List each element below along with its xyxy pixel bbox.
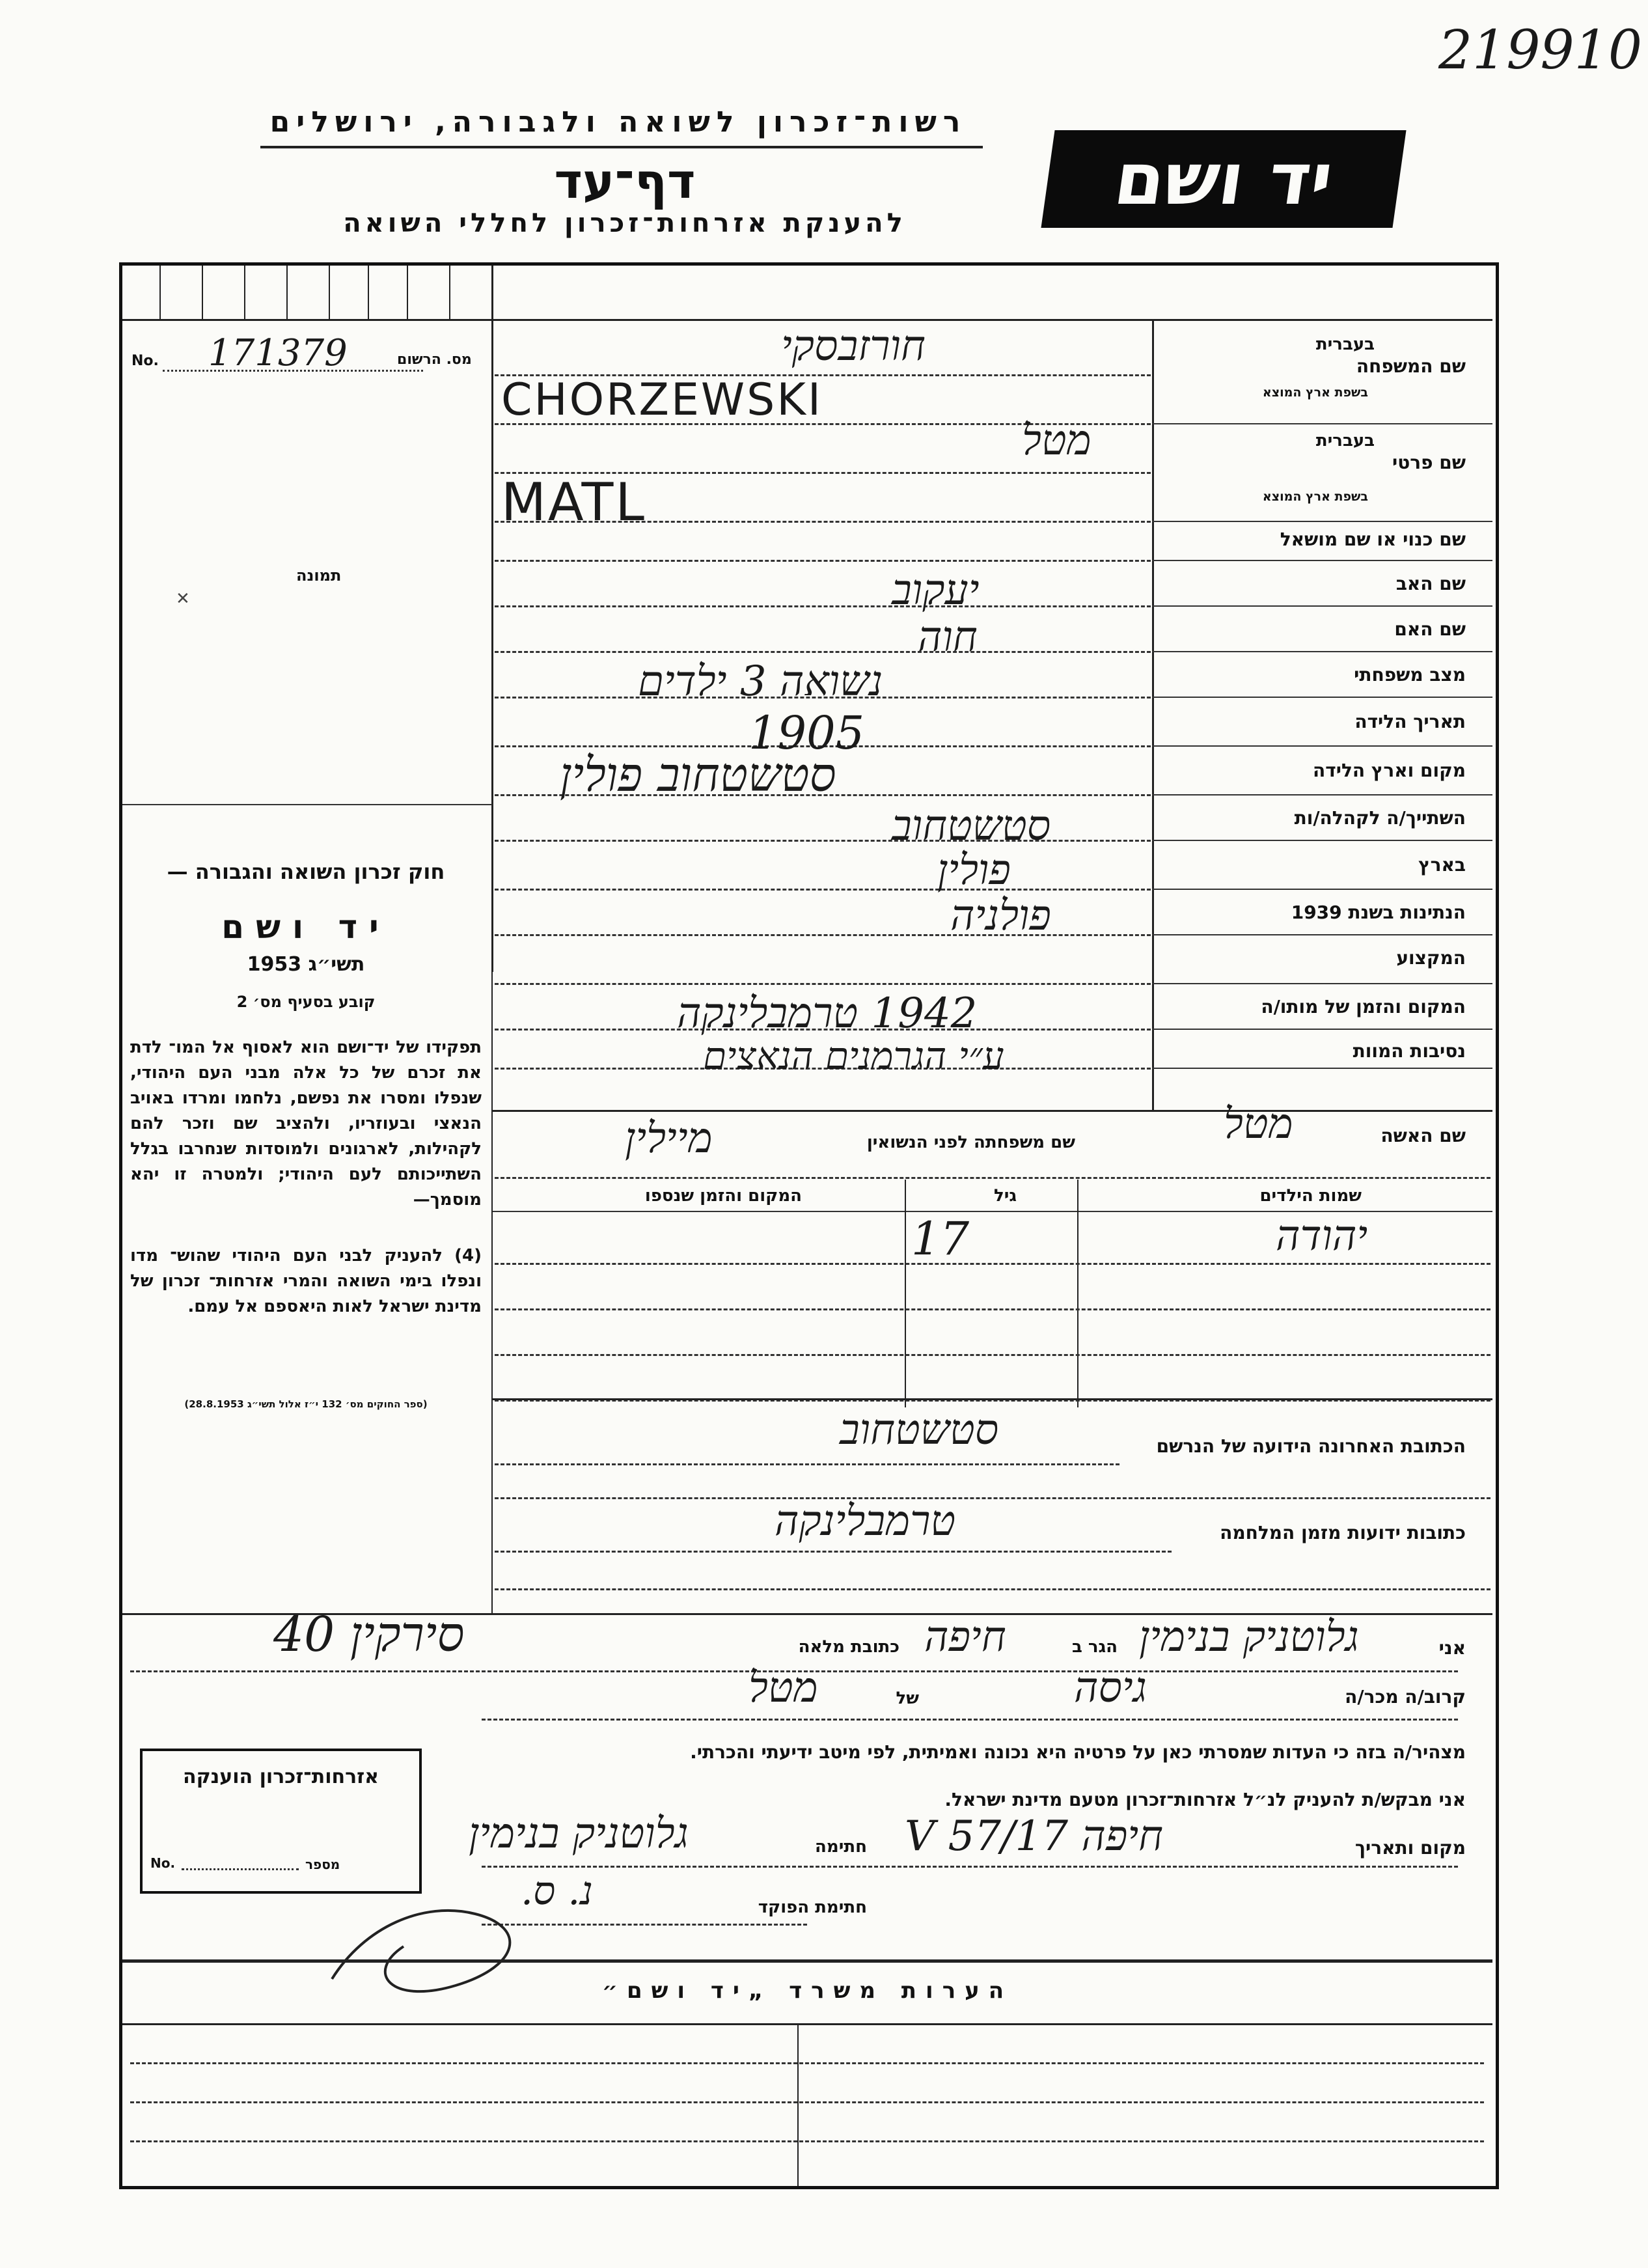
surname-hebrew-sub: בעברית: [1315, 335, 1375, 354]
birth-date-value: 1905: [748, 706, 865, 760]
birth-place-value: סטשטחוב פולין: [560, 747, 836, 802]
last-address-value: סטשטחוב: [840, 1406, 999, 1454]
declaration-line-1: מצהיר/ה בזה כי העדות שמסרתי כאן על פרטיה היא נכונה ואמיתית, לפי מיטב ידיעתי והכרתי.: [690, 1741, 1466, 1763]
signature-value: גלוטניק בנימין: [469, 1810, 689, 1858]
profession-label: המקצוע: [1396, 947, 1466, 969]
law-text-2: (4) להעניק לבני העם היהודי שהוש־ מדו ונפלו בימי השואה והמרי אזרחות־ זכרון של מדינת ישראל לאות היאספם אל עמם.: [130, 1246, 482, 1316]
citizenship-number-label: מספר: [305, 1857, 340, 1872]
declarant-resides-label: הגר ב: [1071, 1637, 1118, 1657]
institution-name: רשות־זכרון לשואה ולגבורה, ירושלים: [269, 105, 967, 139]
death-circumstances-label: נסיבות המוות: [1353, 1040, 1466, 1062]
children-age-header: גיל: [993, 1186, 1017, 1206]
place-date-label: מקום ותאריך: [1354, 1837, 1466, 1859]
maiden-name-value: מיילין: [625, 1114, 713, 1163]
place-date-value: חיפה 17/V 57: [905, 1812, 1164, 1860]
declarant-city: חיפה: [924, 1613, 1006, 1661]
archive-number: 219910: [1438, 20, 1643, 81]
full-address-label: כתובת מלאה: [798, 1637, 900, 1657]
mother-name-value: חוה: [918, 613, 978, 661]
surname-label: שם המשפחה: [1356, 355, 1466, 377]
declaration-line-2: אני מבקש/ת להעניק לנ״ל אזרחות־זכרון מטעם מדינת ישראל.: [944, 1789, 1466, 1810]
registration-no-label: No.: [131, 353, 159, 369]
registration-label: מס. הרשום: [397, 352, 472, 368]
yad-vashem-logo: יד ושם: [1041, 130, 1406, 228]
first-name-origin-value: MATL: [501, 472, 646, 532]
war-addresses-label: כתובות ידועות מזמן המלחמה: [1220, 1522, 1466, 1543]
first-name-origin-sub: בשפת ארץ המוצא: [1262, 490, 1368, 504]
death-place-time-label: המקום והזמן של מותו/ה: [1261, 996, 1466, 1017]
birth-date-label: תאריך הלידה: [1354, 711, 1466, 732]
children-names-header: שמות הילדים: [1259, 1186, 1362, 1206]
maiden-name-label: שם משפחתה לפני הנשואין: [866, 1133, 1075, 1152]
law-name: יד ושם: [221, 908, 391, 946]
marital-status-label: מצב משפחתי: [1354, 664, 1466, 685]
relation-value: גיסה: [1074, 1664, 1147, 1712]
surname-origin-value: CHORZEWSKI: [501, 374, 823, 426]
death-place-time-value: 1942 טרמבלינקה: [677, 989, 978, 1038]
mother-name-label: שם האם: [1394, 618, 1466, 640]
father-name-label: שם האב: [1395, 573, 1466, 594]
law-year: תשי״ג 1953: [247, 953, 365, 976]
alias-label: שם כנוי או שם מושאל: [1280, 529, 1466, 550]
nationality-label: הנתינות בשנת 1939: [1291, 902, 1466, 923]
wife-name-value: מטל: [1224, 1100, 1293, 1148]
citizenship-no-label: No.: [150, 1855, 176, 1871]
child-1-age: 17: [911, 1212, 970, 1265]
nationality-value: פולניה: [950, 892, 1051, 940]
last-address-label: הכתובת האחרונה הידועה של הנרשם: [1156, 1435, 1466, 1457]
form-title: דף־עד: [554, 154, 696, 210]
signature-label: חתימה: [815, 1837, 867, 1857]
law-text-1: תפקידו של יד־ושם הוא לאסוף אל המו־ לדת את זכרם של כל אלה מבני העם היהודי, שנפלו ומסרו את נפשם, נלחמו ומרדו באויב הנאצי ובעוזריו, ולהציב שם וזכר להם לקהילות, לארגונים ולמוסדות שנחרבו בגלל השתייכותם לעם היהודי; ולמטרה זו יהא מוסמך—: [130, 1038, 482, 1210]
declarant-i-label: אני: [1438, 1637, 1466, 1659]
declarant-name: גלוטניק בנימין: [1139, 1613, 1359, 1661]
first-name-label: שם פרטי: [1392, 452, 1466, 473]
citizenship-box: [140, 1749, 422, 1894]
war-addresses-value: טרמבלינקה: [775, 1497, 956, 1545]
law-clause: קובע בסעיף מס׳ 2: [236, 993, 376, 1011]
photo-label: תמונה: [296, 566, 342, 585]
children-place-header: המקום והזמן שנספו: [644, 1186, 802, 1206]
form-subtitle: להענקת אזרחות־זכרון לחללי השואה: [343, 208, 907, 238]
office-notes-title: הערות משרד „יד ושם״: [601, 1978, 1013, 2004]
citizenship-box-title: אזרחות־זכרון הוענקה: [182, 1765, 379, 1788]
officer-signature-label: חתימת הפוקד: [758, 1898, 867, 1917]
child-1-name: יהודה: [1276, 1212, 1368, 1260]
wife-name-label: שם האשה: [1380, 1125, 1466, 1146]
registration-number: 171379: [208, 332, 348, 374]
surname-origin-sub: בשפת ארץ המוצא: [1262, 385, 1368, 400]
community-label: השתייך/ה לקהלה/ות: [1294, 807, 1466, 829]
country-value: פולין: [937, 846, 1011, 894]
first-name-hebrew-value: מטל: [1022, 417, 1092, 465]
relative-of-value: מטל: [748, 1664, 818, 1712]
law-title: חוק זכרון השואה והגבורה —: [167, 859, 445, 884]
community-value: סטשטחוב: [892, 802, 1051, 850]
first-name-hebrew-sub: בעברית: [1315, 431, 1375, 450]
marital-status-value: נשואה 3 ילדים: [638, 657, 883, 706]
photo-mark: ✕: [176, 589, 190, 609]
death-circumstances-value: ע״י הגרמנים הנאצים: [703, 1034, 1004, 1078]
full-address-value: סירקין 40: [273, 1607, 465, 1663]
surname-hebrew-value: חורזבסקי: [781, 322, 926, 370]
birth-place-label: מקום וארץ הלידה: [1313, 760, 1466, 781]
father-name-value: יעקוב: [892, 566, 980, 615]
country-label: בארץ: [1418, 854, 1466, 876]
officer-signature-value: נ. ס.: [521, 1868, 593, 1914]
law-footnote: (ספר החוקים מס׳ 132 י״ז אלול תשי״ג 28.8.1953): [184, 1398, 428, 1410]
relative-label: קרוב/ה מכר/ה: [1345, 1686, 1466, 1708]
of-label: של: [896, 1689, 919, 1708]
